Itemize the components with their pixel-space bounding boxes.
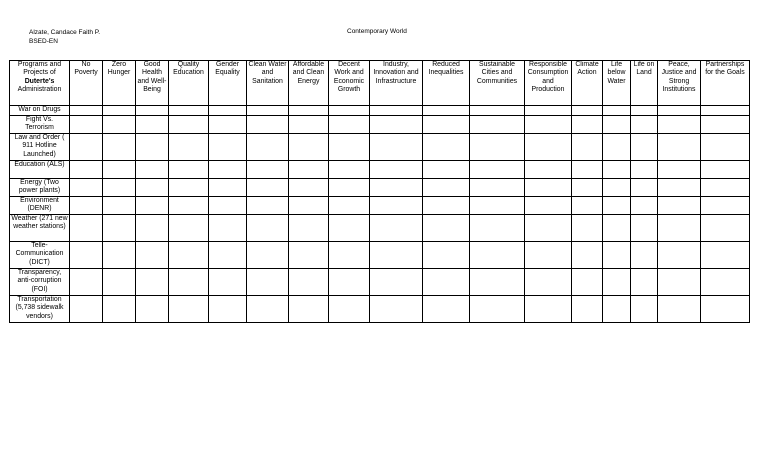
empty-cell[interactable] — [103, 296, 136, 323]
empty-cell[interactable] — [370, 215, 423, 242]
empty-cell[interactable] — [289, 134, 329, 161]
empty-cell[interactable] — [470, 197, 525, 215]
empty-cell[interactable] — [289, 116, 329, 134]
empty-cell[interactable] — [631, 106, 658, 116]
goal-header: Clean Water and Sanitation — [247, 61, 289, 106]
empty-cell[interactable] — [572, 197, 603, 215]
empty-cell[interactable] — [247, 197, 289, 215]
empty-cell[interactable] — [701, 296, 750, 323]
empty-cell[interactable] — [70, 296, 103, 323]
empty-cell[interactable] — [289, 106, 329, 116]
table-row — [10, 215, 750, 242]
goal-header: Decent Work and Economic Growth — [329, 61, 370, 106]
empty-cell[interactable] — [329, 161, 370, 179]
empty-cell[interactable] — [423, 116, 470, 134]
empty-cell[interactable] — [136, 242, 169, 269]
corner-line1: Programs and Projects of — [17, 61, 62, 77]
empty-cell[interactable] — [470, 116, 525, 134]
empty-cell[interactable] — [701, 215, 750, 242]
empty-cell[interactable] — [423, 134, 470, 161]
goal-header: Responsible Consumption and Production — [525, 61, 572, 106]
empty-cell[interactable] — [103, 179, 136, 197]
empty-cell[interactable] — [136, 179, 169, 197]
empty-cell[interactable] — [701, 242, 750, 269]
goal-header: Sustainable Cities and Communities — [470, 61, 525, 106]
empty-cell[interactable] — [209, 296, 247, 323]
table-header-row — [10, 61, 750, 106]
empty-cell[interactable] — [701, 179, 750, 197]
empty-cell[interactable] — [525, 161, 572, 179]
program-name-cell: Telle-Communication (DICT) — [10, 242, 70, 269]
empty-cell[interactable] — [169, 179, 209, 197]
empty-cell[interactable] — [470, 269, 525, 296]
goal-header: Affordable and Clean Energy — [289, 61, 329, 106]
empty-cell[interactable] — [701, 269, 750, 296]
empty-cell[interactable] — [631, 242, 658, 269]
goal-header: Reduced Inequalities — [423, 61, 470, 106]
empty-cell[interactable] — [631, 197, 658, 215]
table-row — [10, 242, 750, 269]
empty-cell[interactable] — [603, 134, 631, 161]
empty-cell[interactable] — [169, 161, 209, 179]
empty-cell[interactable] — [525, 269, 572, 296]
empty-cell[interactable] — [470, 296, 525, 323]
empty-cell[interactable] — [470, 106, 525, 116]
goal-header: Industry, Innovation and Infrastructure — [370, 61, 423, 106]
empty-cell[interactable] — [470, 134, 525, 161]
empty-cell[interactable] — [603, 197, 631, 215]
empty-cell[interactable] — [329, 116, 370, 134]
empty-cell[interactable] — [103, 161, 136, 179]
empty-cell[interactable] — [572, 116, 603, 134]
table-row — [10, 106, 750, 116]
table-row — [10, 179, 750, 197]
empty-cell[interactable] — [572, 269, 603, 296]
empty-cell[interactable] — [423, 197, 470, 215]
empty-cell[interactable] — [329, 106, 370, 116]
empty-cell[interactable] — [103, 269, 136, 296]
empty-cell[interactable] — [701, 197, 750, 215]
empty-cell[interactable] — [103, 116, 136, 134]
goal-header: Life on Land — [631, 61, 658, 106]
empty-cell[interactable] — [209, 242, 247, 269]
empty-cell[interactable] — [169, 269, 209, 296]
sdg-matrix-table — [9, 60, 750, 323]
empty-cell[interactable] — [658, 296, 701, 323]
empty-cell[interactable] — [572, 106, 603, 116]
empty-cell[interactable] — [658, 134, 701, 161]
empty-cell[interactable] — [423, 179, 470, 197]
empty-cell[interactable] — [423, 106, 470, 116]
empty-cell[interactable] — [470, 242, 525, 269]
empty-cell[interactable] — [603, 215, 631, 242]
empty-cell[interactable] — [370, 242, 423, 269]
empty-cell[interactable] — [631, 296, 658, 323]
goal-header: Zero Hunger — [103, 61, 136, 106]
empty-cell[interactable] — [70, 215, 103, 242]
empty-cell[interactable] — [631, 179, 658, 197]
corner-bold: Duterte's — [24, 77, 55, 85]
empty-cell[interactable] — [247, 269, 289, 296]
empty-cell[interactable] — [247, 179, 289, 197]
empty-cell[interactable] — [169, 134, 209, 161]
table-row — [10, 269, 750, 296]
empty-cell[interactable] — [169, 242, 209, 269]
empty-cell[interactable] — [289, 296, 329, 323]
empty-cell[interactable] — [370, 179, 423, 197]
empty-cell[interactable] — [70, 116, 103, 134]
empty-cell[interactable] — [136, 296, 169, 323]
goal-header: Quality Education — [169, 61, 209, 106]
table-row — [10, 197, 750, 215]
empty-cell[interactable] — [70, 134, 103, 161]
empty-cell[interactable] — [370, 269, 423, 296]
goal-header: Partnerships for the Goals — [701, 61, 750, 106]
empty-cell[interactable] — [289, 197, 329, 215]
program-name-cell: Energy (Two power plants) — [10, 179, 70, 197]
empty-cell[interactable] — [169, 296, 209, 323]
empty-cell[interactable] — [329, 296, 370, 323]
empty-cell[interactable] — [209, 179, 247, 197]
empty-cell[interactable] — [572, 161, 603, 179]
table-row — [10, 116, 750, 134]
empty-cell[interactable] — [103, 215, 136, 242]
program-name-cell: Law and Order ( 911 Hotline Launched) — [10, 134, 70, 161]
goal-header: Peace, Justice and Strong Institutions — [658, 61, 701, 106]
empty-cell[interactable] — [70, 161, 103, 179]
empty-cell[interactable] — [658, 179, 701, 197]
empty-cell[interactable] — [470, 179, 525, 197]
empty-cell[interactable] — [370, 106, 423, 116]
empty-cell[interactable] — [70, 106, 103, 116]
empty-cell[interactable] — [603, 161, 631, 179]
empty-cell[interactable] — [525, 116, 572, 134]
empty-cell[interactable] — [70, 179, 103, 197]
empty-cell[interactable] — [525, 242, 572, 269]
empty-cell[interactable] — [658, 197, 701, 215]
empty-cell[interactable] — [289, 179, 329, 197]
empty-cell[interactable] — [701, 116, 750, 134]
student-name: Alzate, Candace Faith P. — [29, 29, 101, 36]
empty-cell[interactable] — [658, 161, 701, 179]
empty-cell[interactable] — [631, 161, 658, 179]
empty-cell[interactable] — [289, 215, 329, 242]
empty-cell[interactable] — [169, 215, 209, 242]
empty-cell[interactable] — [603, 106, 631, 116]
empty-cell[interactable] — [209, 269, 247, 296]
empty-cell[interactable] — [572, 134, 603, 161]
empty-cell[interactable] — [247, 106, 289, 116]
empty-cell[interactable] — [136, 269, 169, 296]
empty-cell[interactable] — [247, 242, 289, 269]
empty-cell[interactable] — [247, 116, 289, 134]
program-name-cell: Fight Vs. Terrorism — [10, 116, 70, 134]
empty-cell[interactable] — [603, 296, 631, 323]
empty-cell[interactable] — [603, 179, 631, 197]
empty-cell[interactable] — [136, 134, 169, 161]
corner-line3: Administration — [17, 86, 62, 94]
empty-cell[interactable] — [572, 179, 603, 197]
empty-cell[interactable] — [423, 296, 470, 323]
empty-cell[interactable] — [329, 197, 370, 215]
empty-cell[interactable] — [631, 134, 658, 161]
empty-cell[interactable] — [701, 106, 750, 116]
program-name-cell: Weather (271 new weather stations) — [10, 215, 70, 242]
table-row — [10, 134, 750, 161]
empty-cell[interactable] — [209, 215, 247, 242]
program-name-cell: War on Drugs — [10, 106, 70, 116]
goal-header: Life below Water — [603, 61, 631, 106]
empty-cell[interactable] — [525, 106, 572, 116]
goal-header: Good Health and Well-Being — [136, 61, 169, 106]
empty-cell[interactable] — [247, 215, 289, 242]
empty-cell[interactable] — [247, 296, 289, 323]
empty-cell[interactable] — [470, 161, 525, 179]
empty-cell[interactable] — [525, 197, 572, 215]
empty-cell[interactable] — [169, 106, 209, 116]
empty-cell[interactable] — [289, 161, 329, 179]
empty-cell[interactable] — [329, 242, 370, 269]
empty-cell[interactable] — [701, 134, 750, 161]
empty-cell[interactable] — [136, 116, 169, 134]
empty-cell[interactable] — [169, 116, 209, 134]
empty-cell[interactable] — [329, 269, 370, 296]
empty-cell[interactable] — [103, 242, 136, 269]
empty-cell[interactable] — [103, 106, 136, 116]
program-name-cell: Education (ALS) — [10, 161, 70, 179]
empty-cell[interactable] — [603, 269, 631, 296]
empty-cell[interactable] — [169, 197, 209, 215]
empty-cell[interactable] — [370, 134, 423, 161]
program-name-cell: Environment (DENR) — [10, 197, 70, 215]
empty-cell[interactable] — [329, 179, 370, 197]
empty-cell[interactable] — [289, 269, 329, 296]
empty-cell[interactable] — [658, 269, 701, 296]
empty-cell[interactable] — [209, 197, 247, 215]
empty-cell[interactable] — [525, 296, 572, 323]
empty-cell[interactable] — [423, 215, 470, 242]
empty-cell[interactable] — [658, 116, 701, 134]
empty-cell[interactable] — [470, 215, 525, 242]
empty-cell[interactable] — [572, 296, 603, 323]
empty-cell[interactable] — [525, 215, 572, 242]
empty-cell[interactable] — [136, 197, 169, 215]
goal-header: Gender Equality — [209, 61, 247, 106]
empty-cell[interactable] — [209, 161, 247, 179]
empty-cell[interactable] — [370, 161, 423, 179]
goal-header: No Poverty — [70, 61, 103, 106]
empty-cell[interactable] — [603, 116, 631, 134]
empty-cell[interactable] — [136, 161, 169, 179]
table-row — [10, 296, 750, 323]
empty-cell[interactable] — [658, 242, 701, 269]
empty-cell[interactable] — [631, 116, 658, 134]
empty-cell[interactable] — [103, 134, 136, 161]
table-row — [10, 161, 750, 179]
student-section: BSED-EN — [29, 38, 58, 45]
empty-cell[interactable] — [329, 215, 370, 242]
empty-cell[interactable] — [658, 215, 701, 242]
empty-cell[interactable] — [423, 269, 470, 296]
empty-cell[interactable] — [370, 197, 423, 215]
empty-cell[interactable] — [701, 161, 750, 179]
empty-cell[interactable] — [136, 106, 169, 116]
empty-cell[interactable] — [423, 242, 470, 269]
empty-cell[interactable] — [247, 134, 289, 161]
corner-header — [10, 61, 70, 106]
program-name-cell: Transparency, anti-corruption (FOI) — [10, 269, 70, 296]
document-title: Contemporary World — [347, 28, 407, 35]
empty-cell[interactable] — [70, 197, 103, 215]
empty-cell[interactable] — [572, 215, 603, 242]
empty-cell[interactable] — [329, 134, 370, 161]
empty-cell[interactable] — [525, 179, 572, 197]
empty-cell[interactable] — [603, 242, 631, 269]
empty-cell[interactable] — [370, 296, 423, 323]
empty-cell[interactable] — [209, 106, 247, 116]
empty-cell[interactable] — [525, 134, 572, 161]
empty-cell[interactable] — [136, 215, 169, 242]
goal-header: Climate Action — [572, 61, 603, 106]
empty-cell[interactable] — [631, 269, 658, 296]
empty-cell[interactable] — [658, 106, 701, 116]
empty-cell[interactable] — [370, 116, 423, 134]
program-name-cell: Transportation (5,738 sidewalk vendors) — [10, 296, 70, 323]
empty-cell[interactable] — [572, 242, 603, 269]
empty-cell[interactable] — [70, 242, 103, 269]
empty-cell[interactable] — [289, 242, 329, 269]
empty-cell[interactable] — [209, 116, 247, 134]
empty-cell[interactable] — [209, 134, 247, 161]
empty-cell[interactable] — [631, 215, 658, 242]
empty-cell[interactable] — [423, 161, 470, 179]
empty-cell[interactable] — [70, 269, 103, 296]
empty-cell[interactable] — [103, 197, 136, 215]
empty-cell[interactable] — [247, 161, 289, 179]
